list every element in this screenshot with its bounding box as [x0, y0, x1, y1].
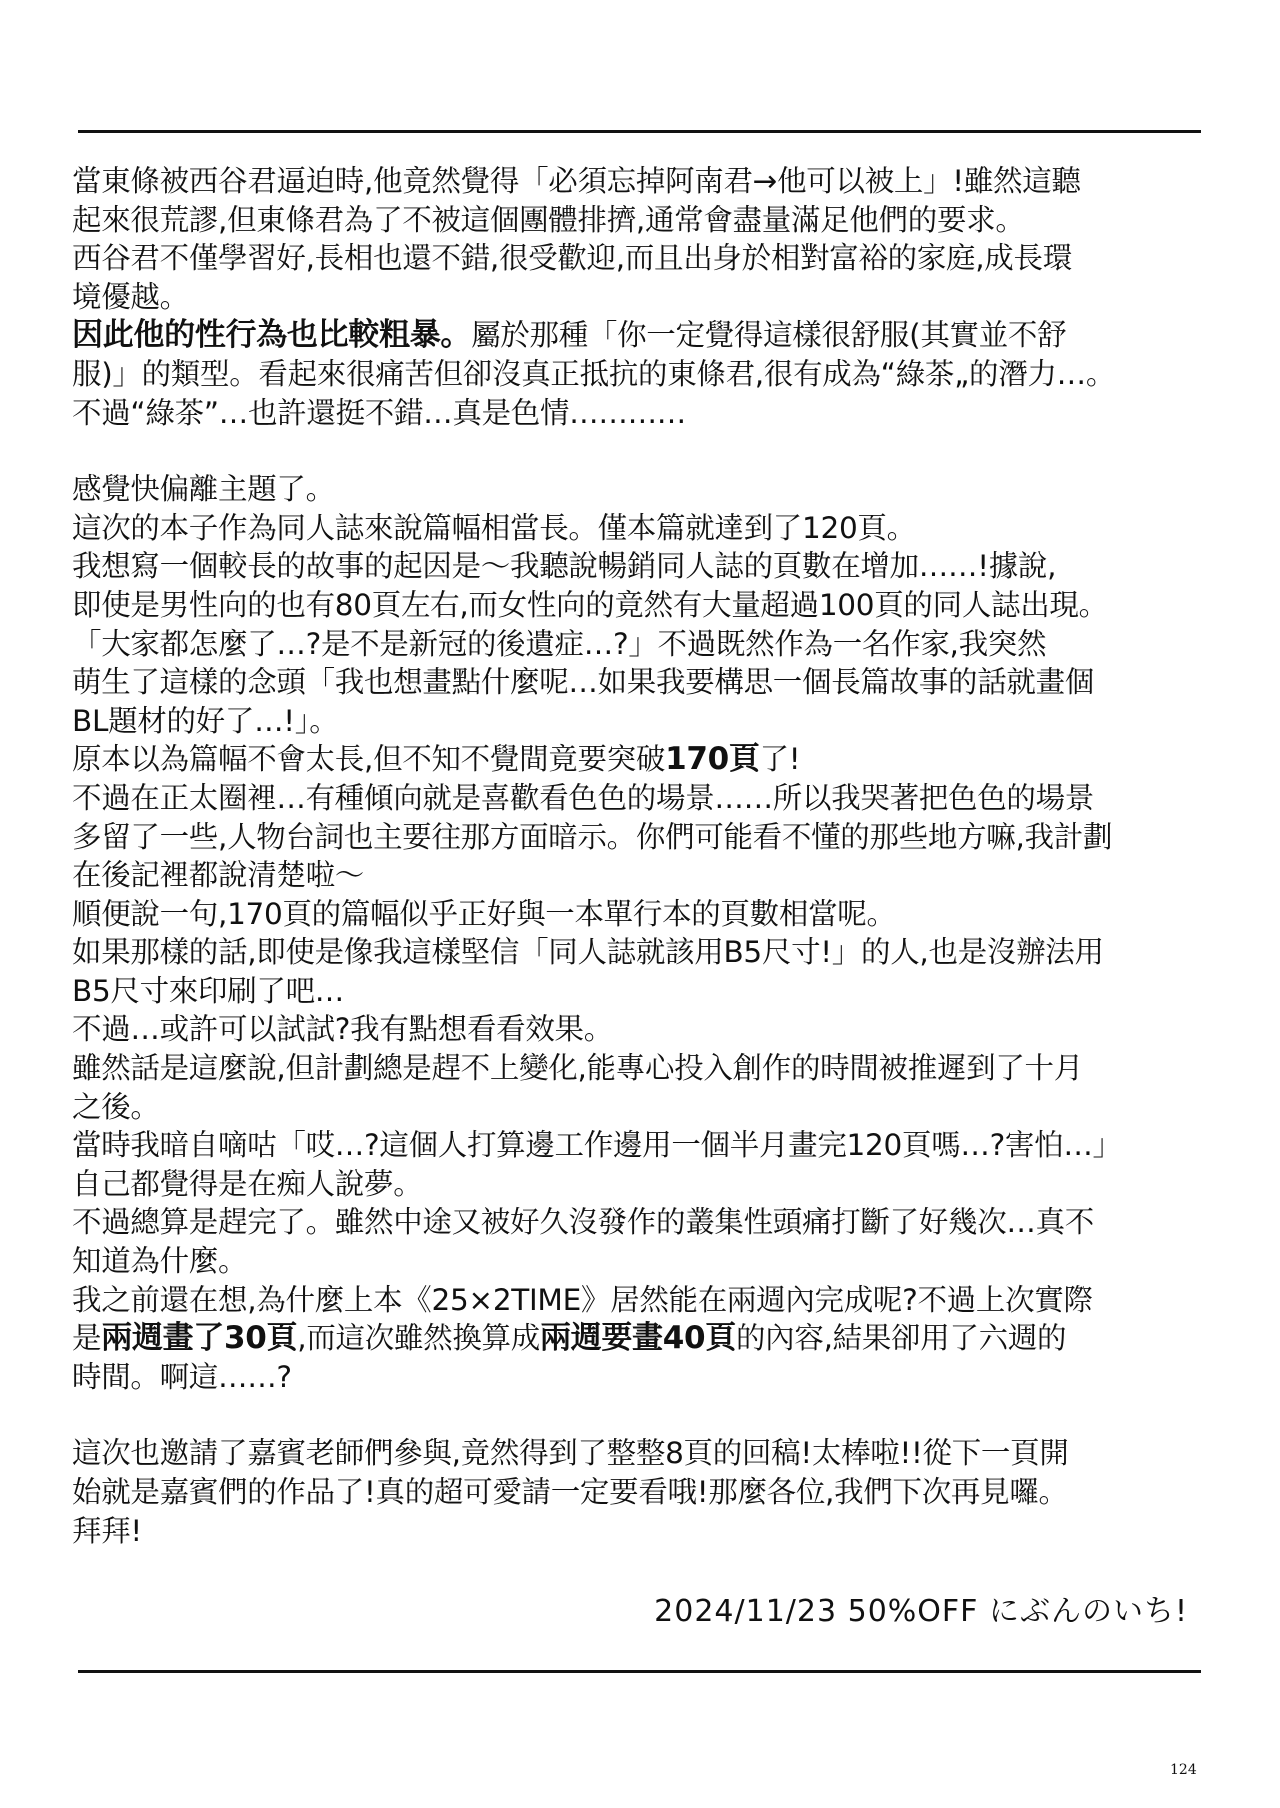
- top-divider: [78, 130, 1201, 133]
- text-run: 了! 不過在正太圈裡…有種傾向就是喜歡看色色的場景……所以我哭著把色色的場景 多留了一些,人物台詞也主要往那方面暗示。你們可能看不懂的那些地方嘛,我計劃 在後記裡都說清楚啦～ 順便說一句,170頁的篇幅似乎正好與一本單行本的頁數相當呢。 如果那樣的話,即使是像我這樣堅信「同人誌就該用B5尺寸!」的人,也是沒辦法用 B5尺寸來印刷了吧… 不過…或許可以試試?我有點想看看效果。 雖然話是這麼說,但計劃總是趕不上變化,能專心投入創作的時間被推遲到了十月 之後。 當時我暗自嘀咕「哎…?這個人打算邊工作邊用一個半月畫完120頁嗎…?害怕…」 自己都覺得是在痴人說夢。 不過總算是趕完了。雖然中途又被好久沒發作的叢集性頭痛打斷了好幾次…真不 知道為什麼。 我之前還在想,為什麼上本《25×2TIME》居然能在兩週內完成呢?不過上次實際 是: [72, 742, 1122, 1356]
- afterword-body: [72, 162, 1212, 1550]
- paragraph-gap: [72, 432, 1212, 470]
- text-run: 當東條被西谷君逼迫時,他竟然覺得「必須忘掉阿南君→他可以被上」!雖然這聽 起來很荒謬,但東條君為了不被這個團體排擠,通常會盡量滿足他們的要求。 西谷君不僅學習好,長相也還不錯,很受歡迎,而且出身於相對富裕的家庭,成長環 境優越。: [72, 164, 1081, 314]
- paragraph-2: [72, 470, 1212, 1396]
- text-run: 的內容,結果卻用了六週的 時間。啊這……?: [72, 1321, 1067, 1394]
- bottom-divider: [78, 1670, 1201, 1673]
- bold-text-run: 170頁: [665, 741, 760, 778]
- signature: 2024/11/23 50%OFF にぶんのいち!: [654, 1594, 1188, 1629]
- text-run: 這次也邀請了嘉賓老師們參與,竟然得到了整整8頁的回稿!太棒啦!!從下一頁開 始就是嘉賓們的作品了!真的超可愛請一定要看哦!那麼各位,我們下次再見囉。 拜拜!: [72, 1436, 1069, 1548]
- bold-text-run: 兩週畫了30頁: [101, 1320, 298, 1357]
- paragraph-3: [72, 1434, 1212, 1550]
- bold-text-run: 因此他的性行為也比較粗暴。: [72, 317, 472, 354]
- paragraph-1: [72, 162, 1212, 432]
- text-run: ,而這次雖然換算成: [297, 1321, 540, 1356]
- bold-text-run: 兩週要畫40頁: [539, 1320, 736, 1357]
- page-number: 124: [1170, 1762, 1197, 1778]
- text-run: 感覺快偏離主題了。 這次的本子作為同人誌來說篇幅相當長。僅本篇就達到了120頁。 我想寫一個較長的故事的起因是～我聽說暢銷同人誌的頁數在增加……!據說, 即使是男性向的也有80頁左右,而女性向的竟然有大量超過100頁的同人誌出現。 「大家都怎麼了…?是不是新冠的後遺症…?」不過既然作為一名作家,我突然 萌生了這樣的念頭「我也想畫點什麼呢…如果我要構思一個長篇故事的話就畫個 BL題材的好了…!」。 原本以為篇幅不會太長,但不知不覺間竟要突破: [72, 472, 1108, 777]
- text-run: 屬於那種「你一定覺得這樣很舒服(其實並不舒 服)」的類型。看起來很痛苦但卻沒真正抵抗的東條君,很有成為“綠茶„的潛力…。 不過“綠茶”…也許還挺不錯…真是色情…………: [72, 318, 1116, 430]
- paragraph-gap: [72, 1396, 1212, 1434]
